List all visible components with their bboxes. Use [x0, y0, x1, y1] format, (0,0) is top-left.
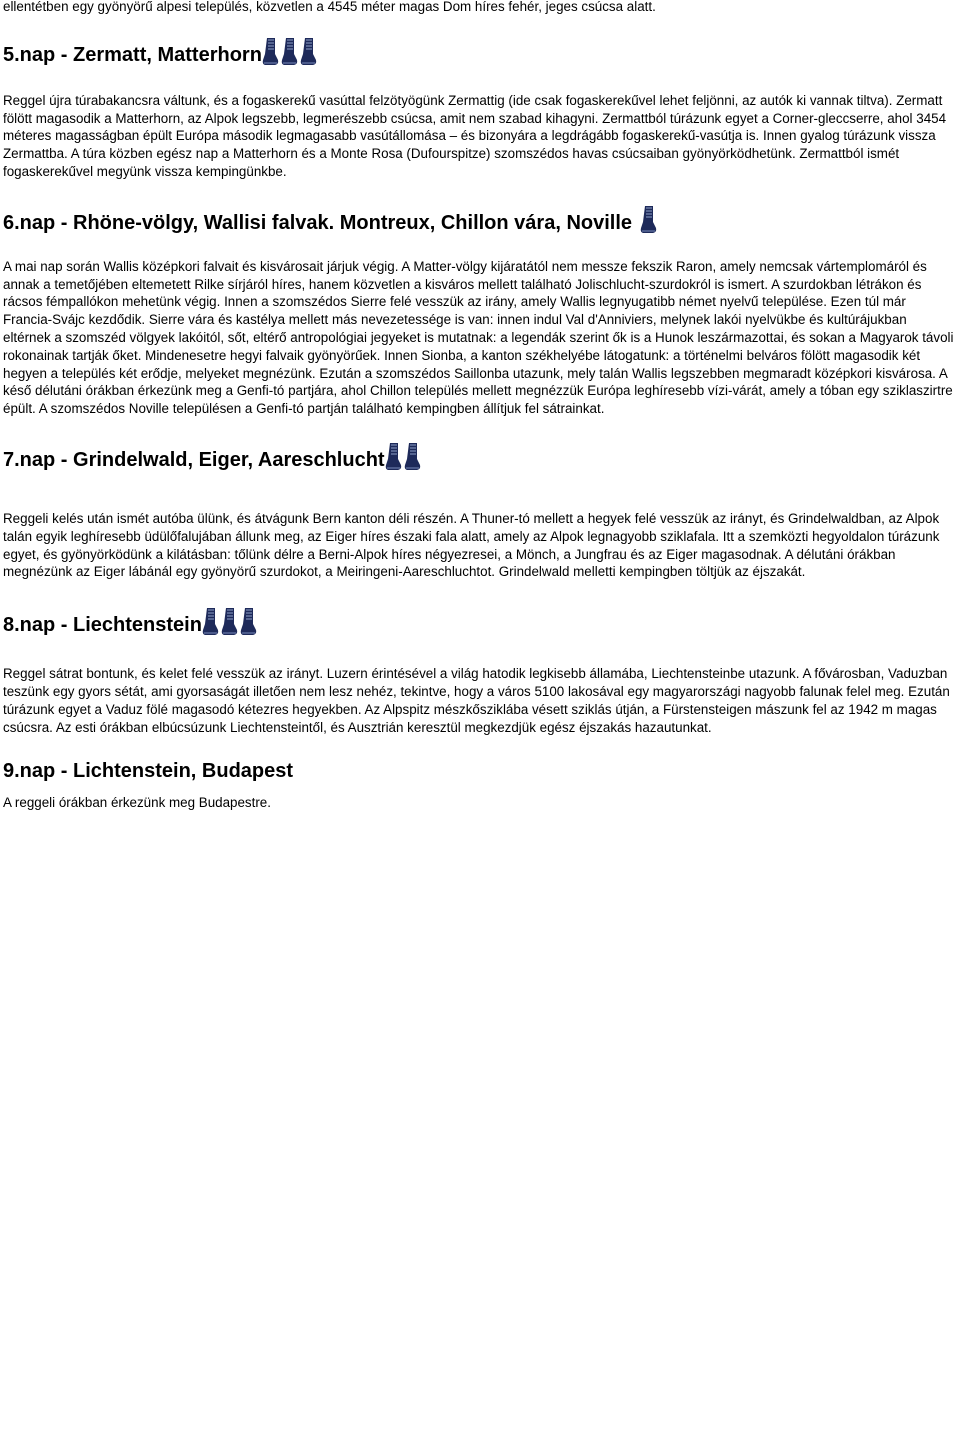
difficulty-rating-5	[262, 37, 318, 67]
day-title-7: 7.nap - Grindelwald, Eiger, Aareschlucht	[3, 448, 385, 471]
day-title-6: 6.nap - Rhöne-völgy, Wallisi falvak. Montreux, Chillon vára, Noville	[3, 211, 633, 234]
boot-icon	[262, 37, 280, 67]
difficulty-rating-8	[202, 607, 258, 637]
day-heading-8	[3, 607, 957, 637]
day-section-7	[3, 442, 957, 581]
day-heading-5	[3, 37, 957, 67]
day-heading-9	[3, 759, 957, 783]
boot-icon	[202, 607, 220, 637]
boot-icon	[640, 205, 658, 235]
boot-icon	[240, 607, 258, 637]
day-heading-7	[3, 442, 957, 472]
day-section-8	[3, 607, 957, 736]
day-title-5: 5.nap - Zermatt, Matterhorn	[3, 43, 262, 66]
boot-icon	[385, 442, 403, 472]
boot-icon	[281, 37, 299, 67]
boot-icon	[300, 37, 318, 67]
boot-icon	[221, 607, 239, 637]
day-section-6	[3, 205, 957, 418]
boot-icon	[404, 442, 422, 472]
day-heading-6	[3, 205, 957, 235]
day-title-9: 9.nap - Lichtenstein, Budapest	[3, 760, 294, 783]
difficulty-rating-6	[640, 205, 658, 235]
day-section-5	[3, 37, 957, 181]
day-text-8: Reggel sátrat bontunk, és kelet felé vesszük az irányt. Luzern érintésével a világ hatodik legkisebb államába, Liechtensteinbe utazunk. A fővárosban, Vaduzban teszünk egy gyors sétát, ami gyorsaságát illetően nem lesz nehéz, tekintve, hogy a város 5100 lakosával egy magyarországi nagyobb falunak felel meg. Ezután túrázunk egyet a Vaduz fölé magasodó kétezres hegyekben. Az Alpspitz mészkősziklába vésett sziklás útján, a Fürstensteigen mászunk fel az 1942 m magas csúcsra. Az esti órákban elbúcsúzunk Liechtensteintől, és Ausztrián keresztül megkezdjük egész éjszakás hazautunkat.	[3, 666, 950, 735]
day-text-9: A reggeli órákban érkezünk meg Budapestre.	[3, 795, 271, 811]
day-text-7: Reggeli kelés után ismét autóba ülünk, és átvágunk Bern kanton déli részén. A Thuner-tó mellett a hegyek felé vesszük az irányt, és Grindelwaldban, az Alpok talán egyik leghíresebb üdülőfalujában állunk meg, az Eiger híres északi fala alatt, amely az Alpok legnagyobb sziklafala. Itt a szemközti hegyoldalon túrázunk egyet, és gyönyörködünk a kilátásban: tőlünk délre a Berni-Alpok híres négyezresei, a Mönch, a Jungfrau és az Eiger magasodnak. A délutáni órákban megnézünk az Eiger lábánál egy gyönyörű szurdokot, a Meiringeni-Aareschluchtot. Grindelwald melletti kempingben töltjük az éjszakát.	[3, 510, 940, 580]
day-text-6: A mai nap során Wallis középkori falvait és kisvárosait járjuk végig. A Matter-völgy kijáratától nem messze fekszik Raron, amely nemcsak vártemplomáról és annak a temetőjében eltemetett Rilke sírjáról híres, hanem közvetlen a kisváros mellett található Jolischlucht-szurdokról is ismert. A szurdokban létrákon és rácsos fémpallókon mehetünk végig. Innen a szomszédos Sierre felé vesszük az irány, amely Wallis legnyugatibb német nyelvű települése. Ezen túl már Francia-Svájc kezdődik. Sierre vára és kastélya mellett más nevezetessége is van: innen indul Val d'Anniviers, melynek lakói nyelvükbe és kultúrájukban eltérnek a szomszéd völgyek lakóitól, sőt, eltérő antropológiai jegyeket is mutatnak: a legendák szerint ők is a Hunok leszármazottai, és sokan a Magyarok távoli rokonainak tartják őket. Mindenesetre hegyi falvaik gyönyörűek. Innen Sionba, a kanton székhelyébe látogatunk: a történelmi belváros fölött magasodik két hegyen a település két erődje, melyeket megnézünk. Ezután a szomszédos Saillonba utazunk, mely talán Wallis legszebben megmaradt középkori kisvárosa. A késő délutáni órákban érkezünk meg a Genfi-tó partjára, ahol Chillon település mellett megnézzük Európa leghíresebb vízi-várát, amely a tóban egy sziklaszirtre épült. A szomszédos Noville településen a Genfi-tó partján található kempingben állítjuk fel sátrainkat.	[3, 258, 954, 417]
intro-paragraph: ellentétben egy gyönyörű alpesi település, közvetlen a 4545 méter magas Dom híres fehér, jeges csúcsa alatt.	[3, 0, 656, 14]
document-page	[3, 0, 957, 812]
day-text-5: Reggel újra túrabakancsra váltunk, és a fogaskerekű vasúttal felzötyögünk Zermattig (ide csak fogaskerekűvel lehet feljönni, az autók ki vannak tiltva). Zermatt fölött magasodik a Matterhorn, az Alpok legszebb, legmerészebb csúcsa, amit nem szabad kihagyni. Zermattból túrázunk egyet a Corner-gleccserre, ahol 3454 méteres magasságban épült Európa második legmagasabb vasútállomása – és bizonyára a legdrágább fogaskerekű-vasútja is. Innen gyalog túrázunk vissza Zermattba. A túra közben egész nap a Matterhorn és a Monte Rosa (Dufourspitze) szomszédos havas csúcsaiban gyönyörködhetünk. Zermattból ismét fogaskerekűvel megyünk vissza kempingünkbe.	[3, 92, 947, 179]
difficulty-rating-7	[385, 442, 422, 472]
day-section-9	[3, 759, 957, 812]
day-title-8: 8.nap - Liechtenstein	[3, 614, 202, 637]
